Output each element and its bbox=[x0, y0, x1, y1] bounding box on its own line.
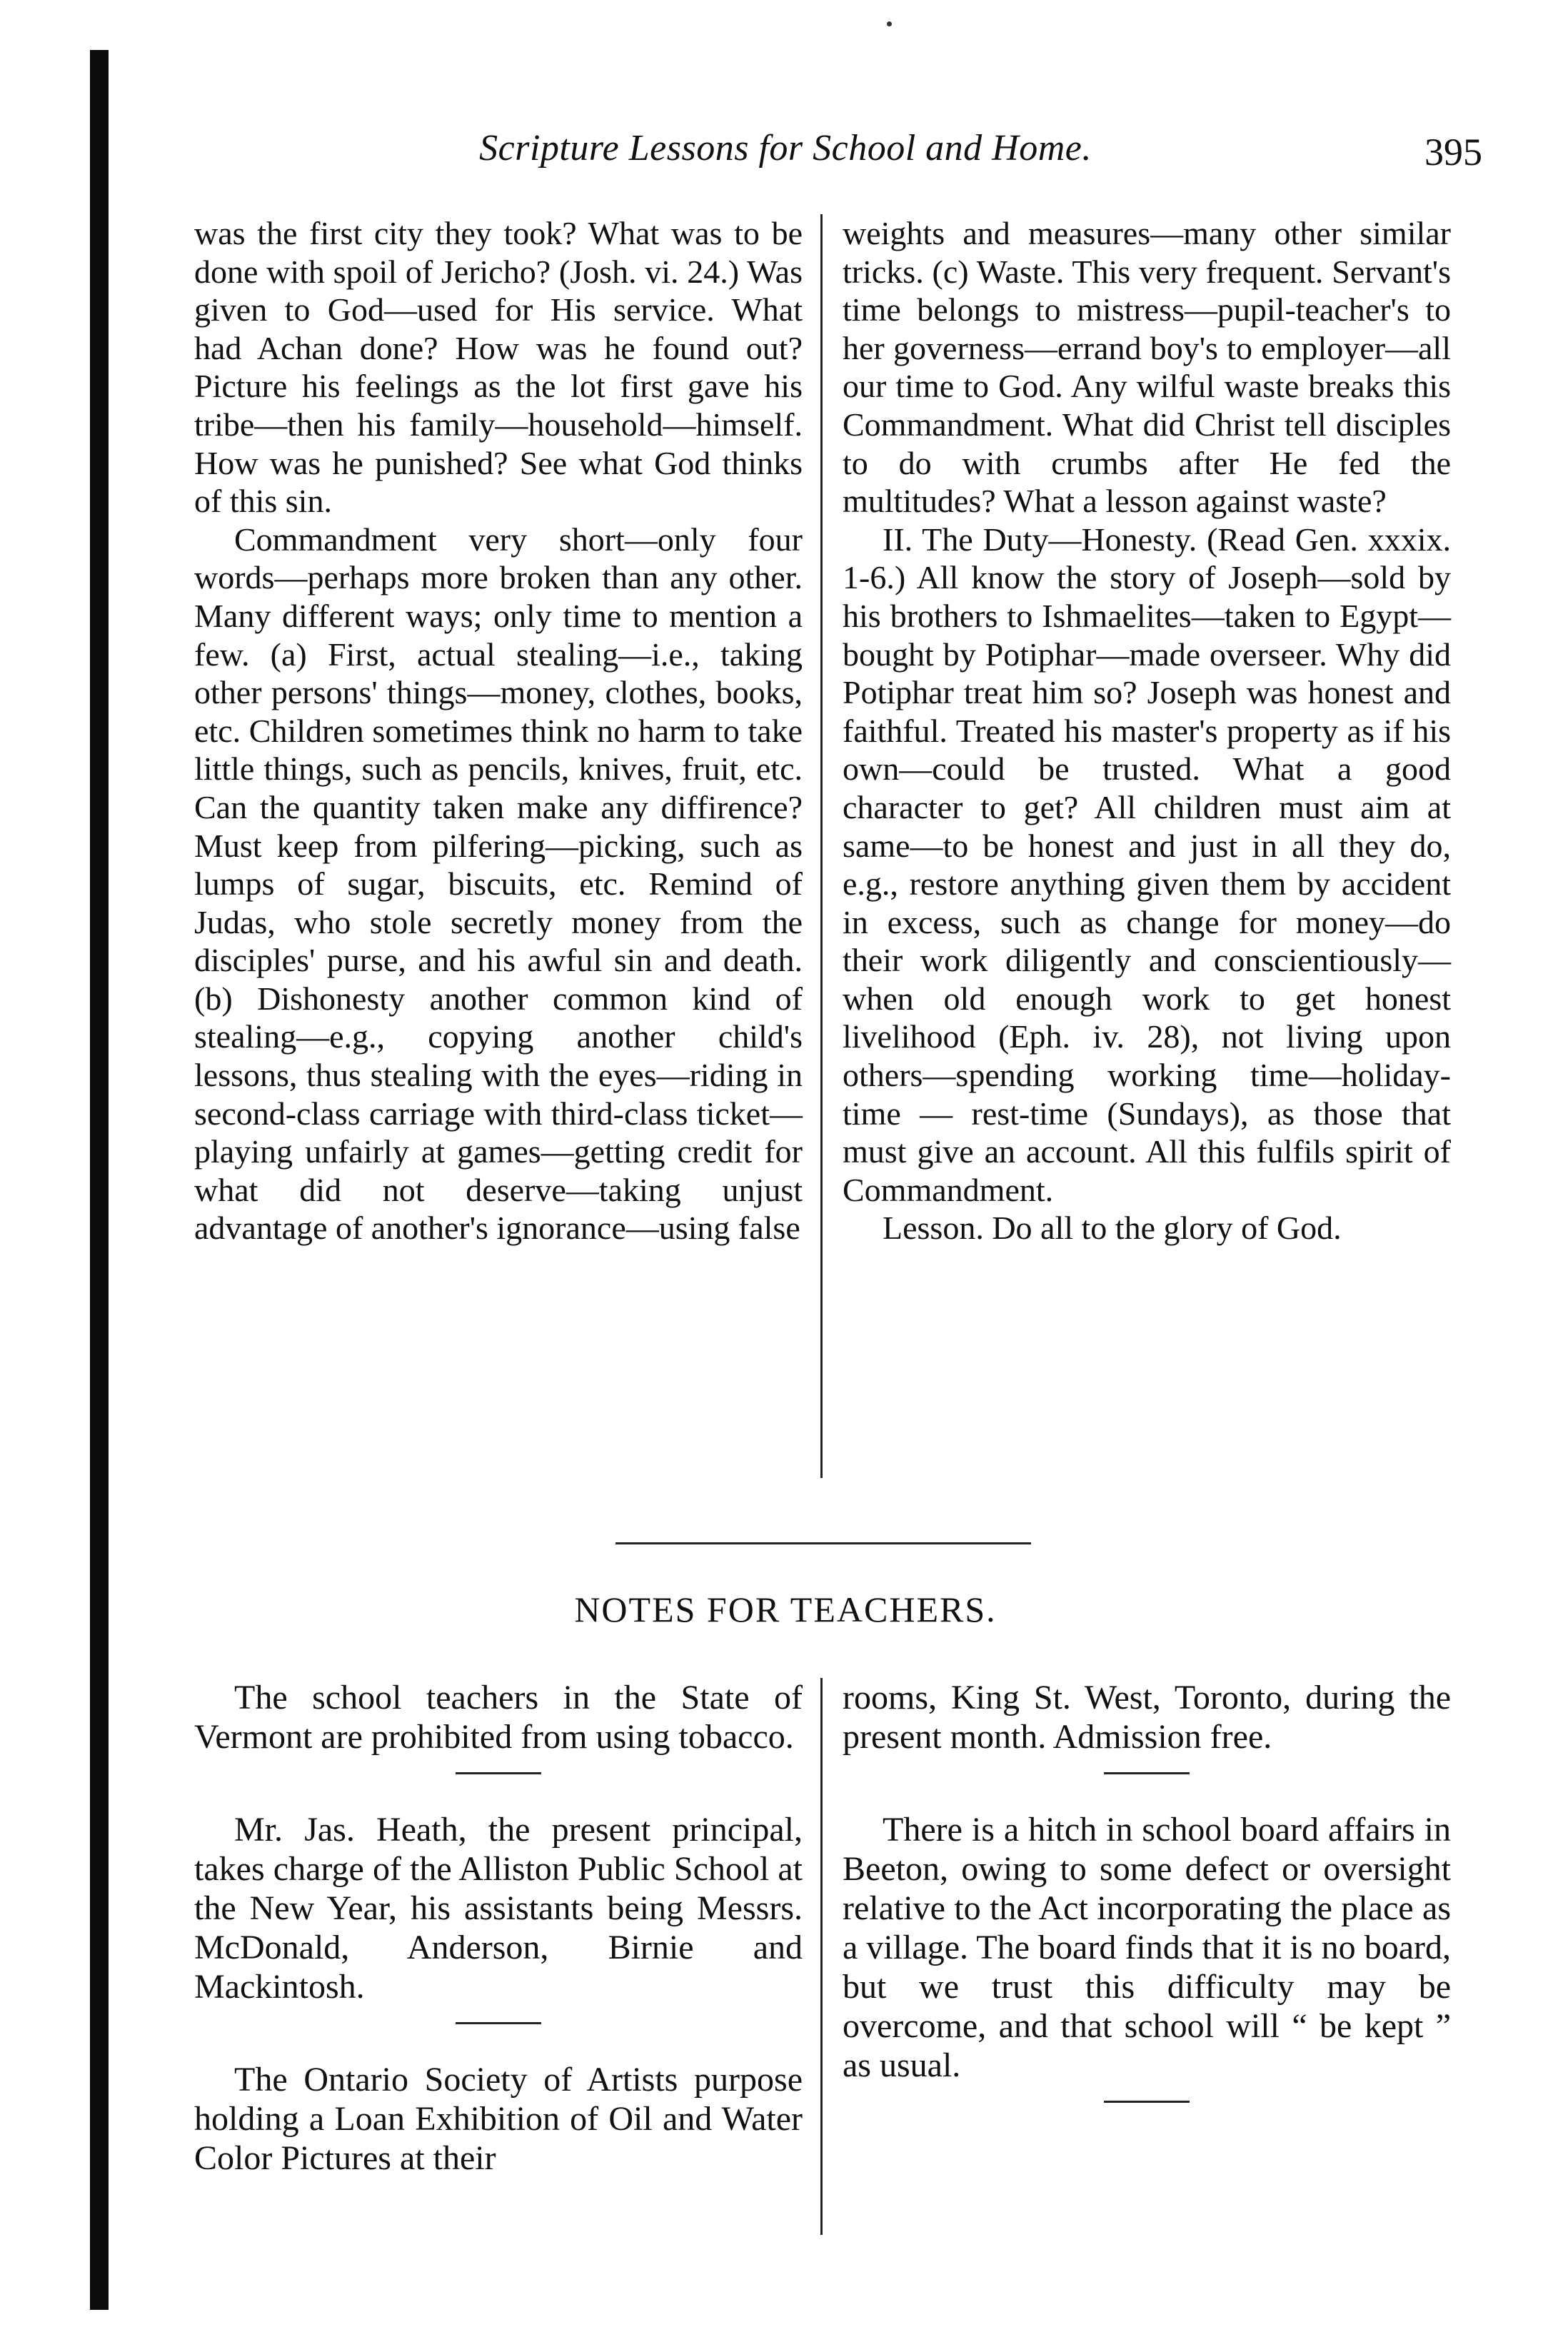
notes-left-column bbox=[194, 1678, 803, 2178]
notes-heading: NOTES FOR TEACHERS. bbox=[574, 1589, 997, 1629]
column-divider bbox=[820, 1678, 823, 2235]
note-item: There is a hitch in school board affairs in Beeton, owing to some defect or oversight relative to the Act incorporating the place as a village. The board finds that it is no board, but we trust this difficulty may be overcome, and that school will “ be kept ” as usual. bbox=[843, 1811, 1451, 2084]
column-divider bbox=[820, 214, 823, 1478]
lesson-paragraph: Commandment very short—only four words—perhaps more broken than any other. Many different ways; only time to mention a few. (a) First, actual stealing—i.e., taking other persons' things—money, clothes, books, etc. Children sometimes think no harm to take little things, such as pencils, knives, fruit, etc. Can the quantity taken make any diffirence? Must keep from pilfering—picking, such as lumps of sugar, biscuits, etc. Remind of Judas, who stole secretly money from the disciples' purse, and his awful sin and death. (b) Dishonesty another common kind of stealing—e.g., copying another child's lessons, thus stealing with the eyes—riding in second-class carriage with third-class ticket—playing unfairly at games—getting credit for what did not deserve—taking unjust advantage of another's ignorance—using false bbox=[194, 521, 803, 1247]
note-separator bbox=[456, 1772, 541, 1774]
note-item: Mr. Jas. Heath, the present principal, takes charge of the Alliston Public School at the New Year, his assistants being Messrs. McDonald, Anderson, Birnie and Mackintosh. bbox=[194, 1811, 803, 2006]
lesson-paragraph: II. The Duty—Honesty. (Read Gen. xxxix. 1-6.) All know the story of Joseph—sold by his brothers to Ishmaelites—taken to Egypt—bought by Potiphar—made overseer. Why did Potiphar treat him so? Joseph was honest and faithful. Treated his master's property as if his own—could be trusted. What a good character to get? All children must aim at same—to be honest and just in all they do, e.g., restore anything given them by accident in excess, such as change for money—do their work diligently and conscientiously—when old enough work to get honest livelihood (Eph. iv. 28), not living upon others—spending working time—holiday-time — rest-time (Sundays), as those that must give an account. All this fulfils spirit of Commandment. bbox=[843, 521, 1451, 1208]
note-separator bbox=[1104, 2101, 1190, 2103]
section-rule bbox=[615, 1542, 1031, 1544]
lesson-paragraph: weights and measures—many other similar tricks. (c) Waste. This very frequent. Servant's time belongs to mistress—pupil-teacher's to her governess—errand boy's to employer—all our time to God. Any wilful waste breaks this Commandment. What did Christ tell disciples to do with crumbs after He fed the multitudes? What a lesson against waste? bbox=[843, 215, 1451, 520]
lesson-left-column bbox=[194, 214, 803, 1247]
running-title: Scripture Lessons for School and Home. bbox=[479, 128, 1092, 169]
ink-speck bbox=[887, 21, 892, 26]
lesson-paragraph: was the first city they took? What was to be done with spoil of Jericho? (Josh. vi. 24.) Was given to God—used for His service. What had Achan done? How was he found out? Picture his feelings as the lot first gave his tribe—then his family—household—himself. How was he punished? See what God thinks of this sin. bbox=[194, 215, 803, 520]
note-item: The Ontario Society of Artists purpose holding a Loan Exhibition of Oil and Water Color Pictures at their bbox=[194, 2061, 803, 2177]
note-separator bbox=[1104, 1772, 1190, 1774]
notes-right-column bbox=[843, 1678, 1451, 2139]
page-number: 395 bbox=[1424, 131, 1482, 174]
book-spine-shadow bbox=[90, 50, 109, 2310]
note-item: The school teachers in the State of Vermont are prohibited from using tobacco. bbox=[194, 1679, 803, 1756]
lesson-right-column bbox=[843, 214, 1451, 1247]
lesson-paragraph: Lesson. Do all to the glory of God. bbox=[883, 1210, 1342, 1247]
note-item: rooms, King St. West, Toronto, during the present month. Admission free. bbox=[843, 1679, 1451, 1756]
note-separator bbox=[456, 2022, 541, 2024]
